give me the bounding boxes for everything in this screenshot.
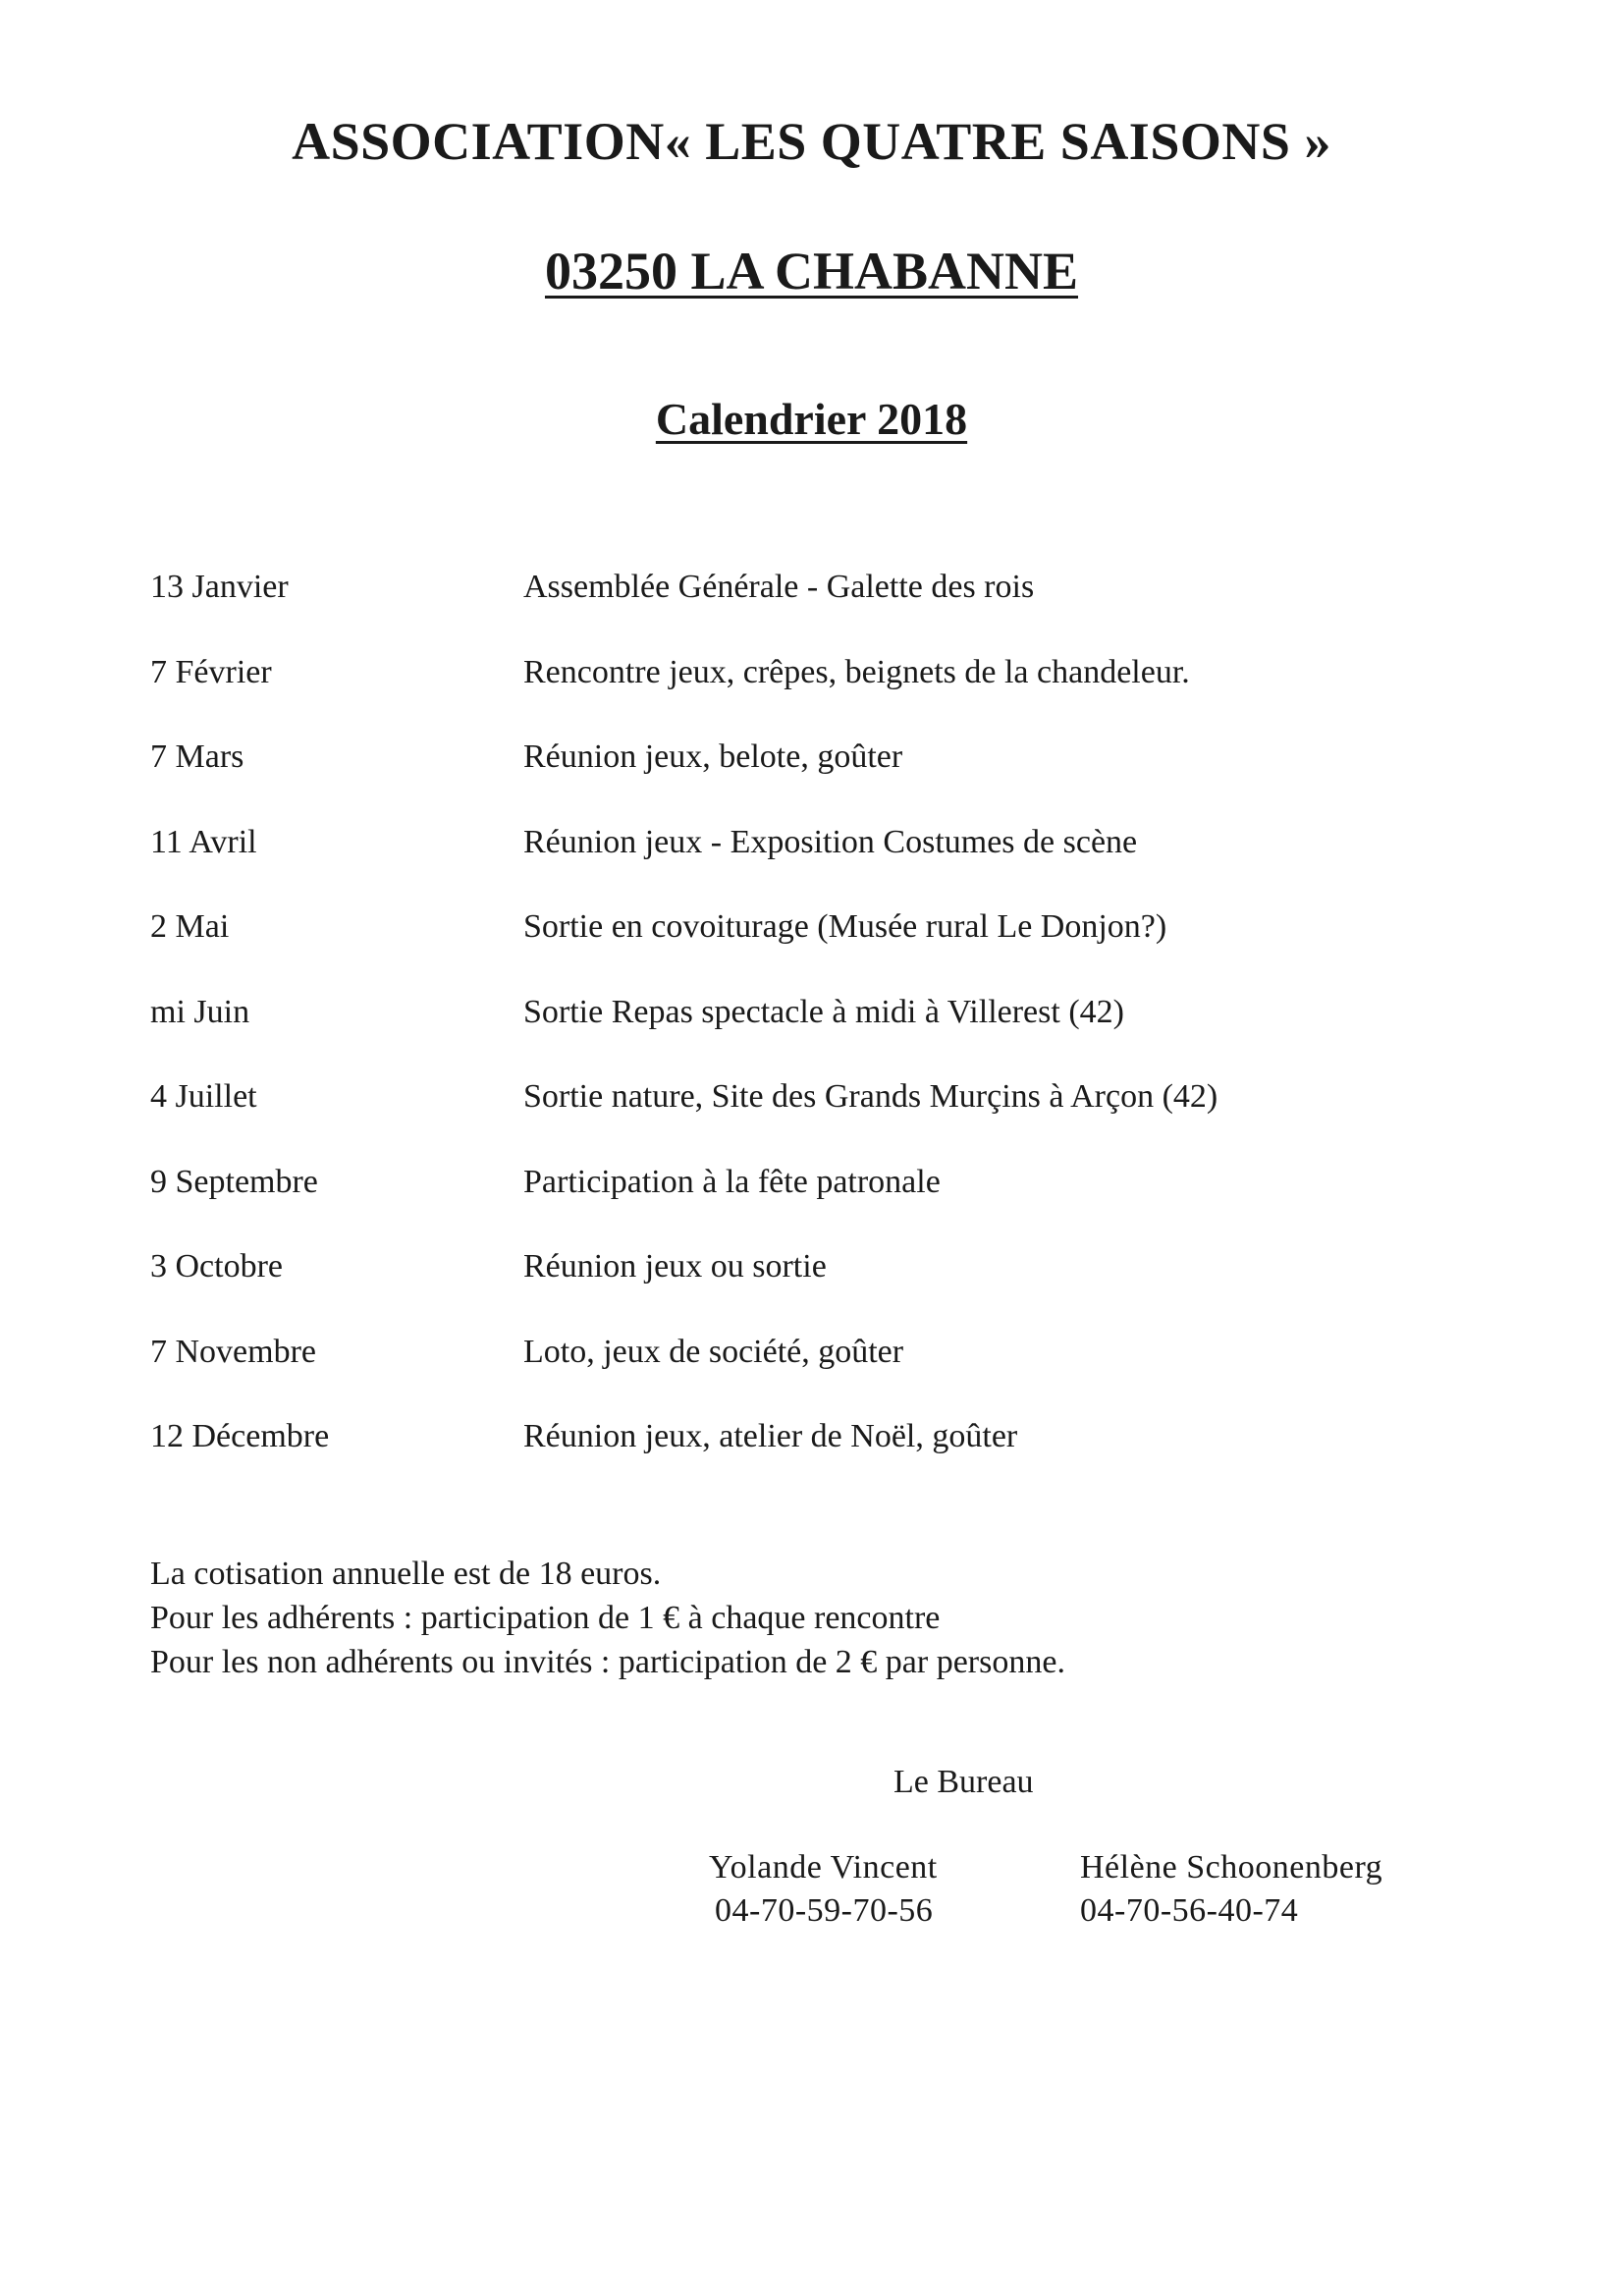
contact-yolande xyxy=(709,1846,938,1933)
event-description: Participation à la fête patronale xyxy=(523,1163,941,1200)
contact-helene xyxy=(1080,1846,1382,1933)
event-row xyxy=(150,907,1525,993)
event-row xyxy=(150,1077,1525,1163)
event-date: 7 Novembre xyxy=(150,1333,317,1370)
contact-phone: 04-70-59-70-56 xyxy=(715,1892,934,1929)
calendar-title-text: Calendrier 2018 xyxy=(655,394,968,444)
calendar-title xyxy=(0,393,1623,445)
event-date: 7 Mars xyxy=(150,738,244,775)
event-row xyxy=(150,1247,1525,1333)
event-description: Sortie en covoiturage (Musée rural Le Donjon?) xyxy=(523,908,1167,945)
address-text: 03250 LA CHABANNE xyxy=(544,242,1079,301)
event-date: 13 Janvier xyxy=(150,569,289,605)
event-date: 11 Avril xyxy=(150,823,257,860)
event-description: Assemblée Générale - Galette des rois xyxy=(523,569,1035,605)
fee-note-guests: Pour les non adhérents ou invités : participation de 2 € par personne. xyxy=(150,1644,1065,1680)
fees-notes xyxy=(150,1552,1065,1684)
contact-name: Hélène Schoonenberg xyxy=(1080,1849,1383,1886)
event-row xyxy=(150,993,1525,1078)
association-title: ASSOCIATION« LES QUATRE SAISONS » xyxy=(292,112,1331,171)
event-description: Réunion jeux ou sortie xyxy=(523,1248,827,1285)
event-date: 4 Juillet xyxy=(150,1078,257,1115)
event-date: 7 Février xyxy=(150,653,272,690)
event-row xyxy=(150,1163,1525,1248)
contact-phone: 04-70-56-40-74 xyxy=(1080,1892,1299,1929)
contact-name: Yolande Vincent xyxy=(709,1849,938,1886)
event-description: Sortie Repas spectacle à midi à Villerest (42) xyxy=(523,993,1124,1030)
event-row xyxy=(150,738,1525,823)
event-description: Sortie nature, Site des Grands Murçins à Arçon (42) xyxy=(523,1078,1218,1115)
event-row xyxy=(150,1333,1525,1418)
event-date: 9 Septembre xyxy=(150,1163,318,1200)
event-row xyxy=(150,1417,1525,1503)
address-heading xyxy=(0,241,1623,301)
event-date: mi Juin xyxy=(150,993,250,1030)
fee-note-annual: La cotisation annuelle est de 18 euros. xyxy=(150,1556,662,1592)
event-date: 12 Décembre xyxy=(150,1418,330,1454)
fee-note-members: Pour les adhérents : participation de 1 € à chaque rencontre xyxy=(150,1600,941,1636)
event-description: Réunion jeux, belote, goûter xyxy=(523,738,903,775)
event-date: 3 Octobre xyxy=(150,1248,284,1285)
event-description: Réunion jeux, atelier de Noël, goûter xyxy=(523,1418,1018,1454)
event-description: Réunion jeux - Exposition Costumes de scène xyxy=(523,823,1138,860)
event-date: 2 Mai xyxy=(150,908,230,945)
event-description: Rencontre jeux, crêpes, beignets de la chandeleur. xyxy=(523,653,1190,690)
event-row xyxy=(150,568,1525,653)
event-row xyxy=(150,823,1525,908)
events-list xyxy=(150,568,1525,1503)
bureau-label: Le Bureau xyxy=(893,1764,1034,1800)
event-row xyxy=(150,653,1525,738)
event-description: Loto, jeux de société, goûter xyxy=(523,1333,904,1370)
